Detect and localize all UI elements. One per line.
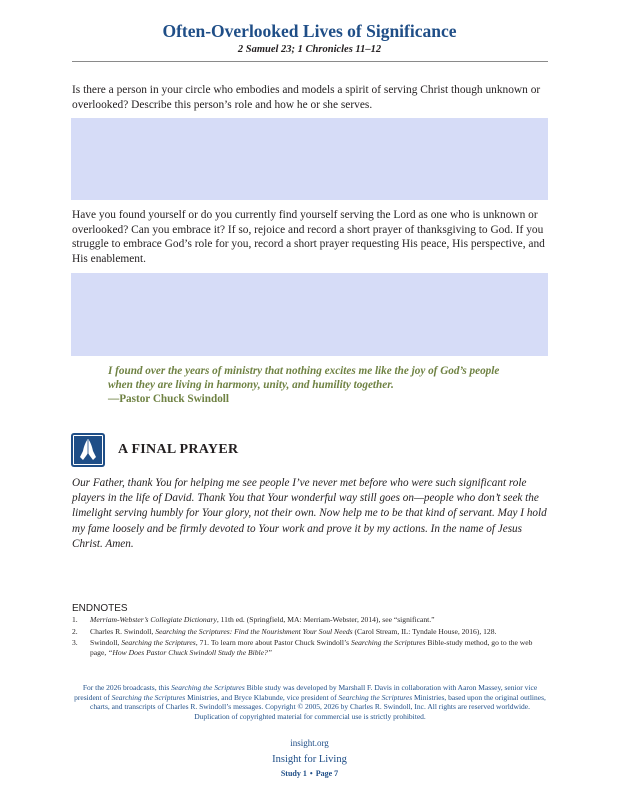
study-label: Study 1 <box>280 769 307 778</box>
endnote-number: 2. <box>72 626 78 636</box>
endnotes-heading: ENDNOTES <box>72 603 128 614</box>
praying-hands-icon <box>71 433 105 467</box>
endnote-text: (Carol Stream, IL: Tyndale House, 2016), 128. <box>352 626 497 636</box>
question-2: Have you found yourself or do you currently find yourself serving the Lord as one who is unknown or overlooked? Can you embrace it? If so, rejoice and record a short prayer of thanksgiving to God. If you struggle to embrace God’s role for you, record a short prayer requesting His peace, His perspective, and His enablement. <box>72 209 545 265</box>
endnote-title: Searching the Scriptures <box>350 638 426 648</box>
endnote-number: 1. <box>72 615 78 624</box>
page-title: Often-Overlooked Lives of Significance <box>162 21 457 41</box>
organization-name: Insight for Living <box>272 754 347 765</box>
endnote-number: 3. <box>72 638 78 648</box>
endnote-text: , 11th ed. (Springfield, MA: Merriam-Webster, 2014), see “significant.” <box>216 615 435 624</box>
answer-box-2[interactable] <box>71 273 548 356</box>
endnote-title: Searching the Scriptures <box>121 638 196 648</box>
endnote-title: Merriam-Webster’s Collegiate Dictionary <box>90 615 217 624</box>
separator-bullet: • <box>309 769 313 778</box>
answer-box-1[interactable] <box>71 118 548 200</box>
prayer-text: Our Father, thank You for helping me see people I’ve never met before who were such significant role players in the life of David. Thank You that Your wonderful way still goes on—people who don’t seek the limelight serving humbly for Your glory, not their own. Now help me to be that kind of servant. May I hold my fame loosely and be firmly devoted to Your work and prove it by my actions. In the name of Jesus Christ. Amen. <box>72 477 547 550</box>
copyright-credit: For the 2026 broadcasts, this Searching the Scriptures Bible study was developed by Marshall F. Davis in collaboration with Aaron Massey, senior vice president of Searching the Scriptures Ministries, and Bryce Klabunde, vice president of Searching the Scriptures Ministries, based upon the original outlines, charts, and transcripts of Charles R. Swindoll’s messages. Copyright © 2005, 2026 by Charles R. Swindoll, Inc. All rights are reserved worldwide. Duplication of copyrighted material for commercial use is strictly prohibited. <box>74 683 546 721</box>
study-method-link[interactable]: “How Does Pastor Chuck Swindoll Study the Bible?” <box>108 647 273 657</box>
question-1: Is there a person in your circle who embodies and models a spirit of serving Christ though unknown or overlooked? Describe this person’s role and how he or she serves. <box>72 84 541 111</box>
endnote-text: , 71. To learn more about Pastor Chuck Swindoll’s <box>195 638 351 648</box>
pull-quote <box>108 364 508 406</box>
quote-text: I found over the years of ministry that nothing excites me like the joy of God’s people when they are living in harmony, unity, and humility together. <box>108 365 500 391</box>
prayer-heading: A FINAL PRAYER <box>118 442 239 457</box>
endnote-item <box>72 638 550 657</box>
endnote-author: Swindoll, <box>90 638 122 648</box>
endnote-title: Searching the Scriptures: Find the Nourishment Your Soul Needs <box>155 626 353 636</box>
website-link[interactable]: insight.org <box>290 738 329 748</box>
scripture-reference: 2 Samuel 23; 1 Chronicles 11–12 <box>237 44 382 55</box>
endnote-item <box>72 615 550 625</box>
page-label: Page 7 <box>315 769 339 778</box>
endnote-text: Bible-study method, go to the web page, <box>90 638 533 657</box>
title-divider <box>72 61 548 62</box>
endnotes-list <box>72 615 550 659</box>
page-number <box>0 769 619 778</box>
quote-attribution: —Pastor Chuck Swindoll <box>108 393 230 405</box>
endnote-author: Charles R. Swindoll, <box>90 626 156 636</box>
endnote-item <box>72 627 550 637</box>
